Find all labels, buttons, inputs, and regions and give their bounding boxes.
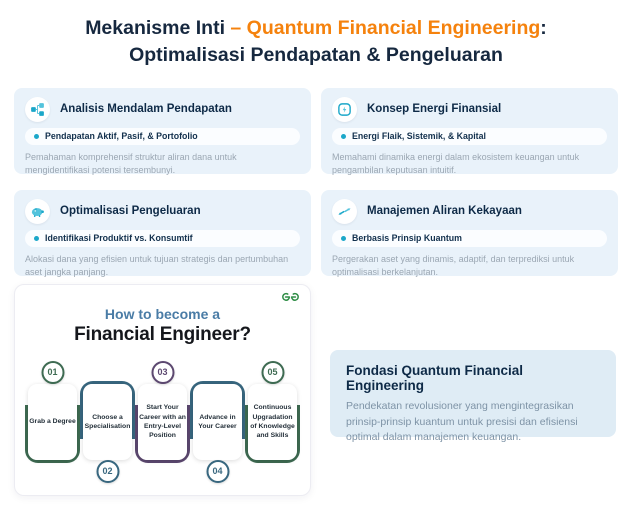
card-header — [25, 199, 300, 224]
feature-card-grid — [14, 88, 618, 276]
card-badge — [332, 230, 607, 247]
geeksforgeeks-logo-icon — [281, 292, 300, 302]
foundation-description: Pendekatan revolusioner yang mengintegrasikan prinsip-prinsip kuantum untuk presisi dan efisiensi optimal dalam manajemen keuangan. — [346, 399, 578, 444]
step-number-badge: 04 — [206, 460, 229, 483]
card-header — [332, 199, 607, 224]
card-energi-finansial — [321, 88, 618, 174]
step-number-badge: 01 — [41, 361, 64, 384]
infographic-heading-line2: Financial Engineer? — [74, 323, 251, 345]
infographic-heading-line1: How to become a — [104, 305, 221, 322]
step-label: Advance in Your Career — [193, 384, 242, 460]
card-badge — [25, 230, 300, 247]
step-label: Start Your Career with an Entry-Level Position — [138, 384, 187, 460]
card-header — [332, 97, 607, 122]
step-01 — [24, 358, 81, 486]
bullet-dot-icon — [341, 236, 346, 241]
title-suffix: : — [540, 17, 547, 39]
card-manajemen-aliran — [321, 190, 618, 276]
step-number-badge: 02 — [96, 460, 119, 483]
card-badge-label: Energi Flaik, Sistemik, & Kapital — [352, 131, 486, 142]
step-05 — [244, 358, 301, 486]
career-steps-diagram — [15, 358, 310, 486]
title-line2: Optimalisasi Pendapatan & Pengeluaran — [129, 43, 503, 66]
card-description: Pergerakan aset yang dinamis, adaptif, dan terprediksi untuk optimalisasi berkelanjutan. — [332, 253, 575, 277]
card-header — [25, 97, 300, 122]
card-badge-label: Identifikasi Produktif vs. Konsumtif — [45, 233, 193, 244]
card-badge-label: Pendapatan Aktif, Pasif, & Portofolio — [45, 131, 198, 142]
card-badge — [332, 128, 607, 145]
card-title: Manajemen Aliran Kekayaan — [367, 205, 522, 218]
card-analisis-pendapatan — [14, 88, 311, 174]
card-title: Analisis Mendalam Pendapatan — [60, 103, 232, 116]
infographic-card — [14, 284, 311, 496]
step-02 — [79, 358, 136, 486]
step-label: Grab a Degree — [28, 384, 77, 460]
title-prefix: Mekanisme Inti — [85, 17, 231, 39]
foundation-title: Fondasi Quantum Financial Engineering — [346, 362, 524, 393]
transfer-arrows-icon — [332, 199, 357, 224]
step-03 — [134, 358, 191, 486]
card-description: Pemahaman komprehensif struktur aliran dana untuk mengidentifikasi potensi tersembunyi. — [25, 151, 237, 175]
card-optimalisasi-pengeluaran — [14, 190, 311, 276]
step-04 — [189, 358, 246, 486]
step-number-badge: 05 — [261, 361, 284, 384]
title-highlight: – Quantum Financial Engineering — [230, 17, 541, 39]
step-label: Continuous Upgradation of Knowledge and Skills — [248, 384, 297, 460]
card-title: Konsep Energi Finansial — [367, 103, 502, 116]
bottom-section — [14, 284, 616, 496]
card-description: Memahami dinamika energi dalam ekosistem keuangan untuk pengambilan keputusan intuitif. — [332, 151, 580, 175]
piggy-bank-icon — [25, 199, 50, 224]
card-title: Optimalisasi Pengeluaran — [60, 205, 201, 218]
card-badge-label: Berbasis Prinsip Kuantum — [352, 233, 462, 244]
step-number-badge: 03 — [151, 361, 174, 384]
foundation-card — [330, 350, 616, 444]
card-badge — [25, 128, 300, 145]
bullet-dot-icon — [34, 236, 39, 241]
bullet-dot-icon — [34, 134, 39, 139]
hierarchy-icon — [25, 97, 50, 122]
energy-bolt-icon — [332, 97, 357, 122]
bullet-dot-icon — [341, 134, 346, 139]
foundation-column — [330, 284, 616, 496]
page-title — [0, 0, 632, 69]
step-label: Choose a Specialisation — [83, 384, 132, 460]
card-description: Alokasi dana yang efisien untuk tujuan strategis dan pertumbuhan aset jangka panjang. — [25, 253, 289, 277]
